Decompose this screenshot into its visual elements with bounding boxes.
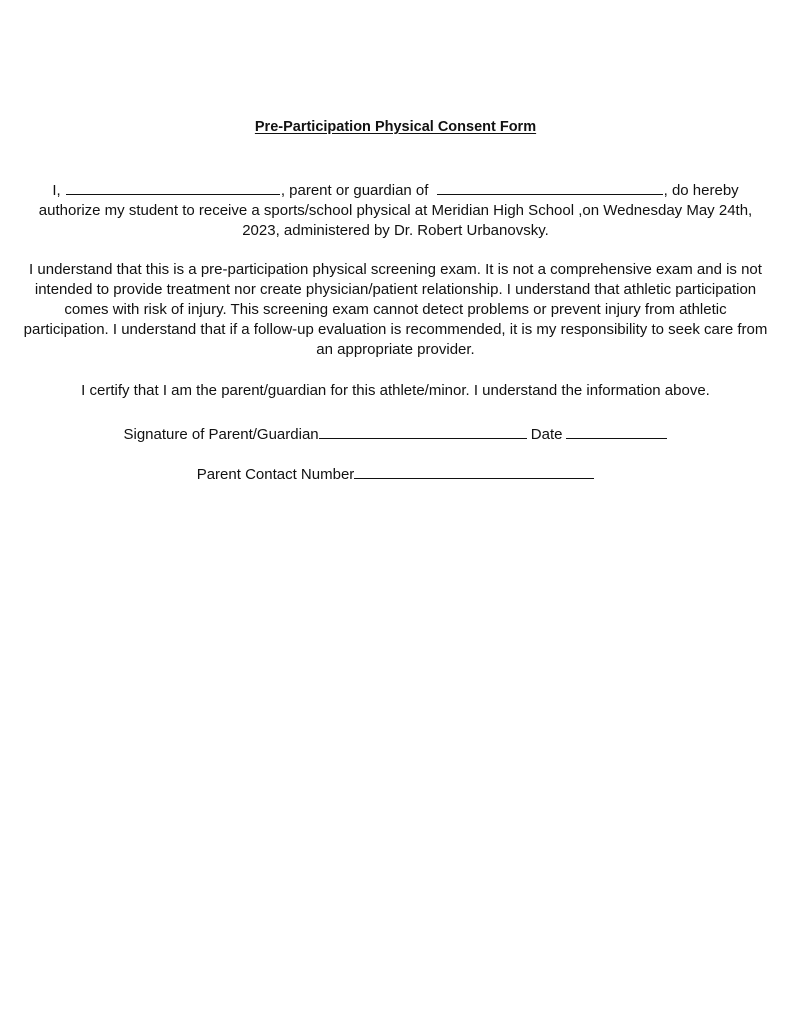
- signature-row: [0, 424, 791, 445]
- authorization-suffix: , do hereby: [663, 182, 739, 199]
- authorization-paragraph: [22, 180, 769, 241]
- authorization-prefix: I,: [52, 182, 61, 199]
- signature-blank[interactable]: [319, 424, 527, 439]
- signature-label: Signature of Parent/Guardian: [123, 426, 319, 443]
- certification-paragraph: I certify that I am the parent/guardian for this athlete/minor. I understand the information above.: [81, 382, 710, 399]
- understanding-paragraph: I understand that this is a pre-participation physical screening exam. It is not a comprehensive exam and is not intended to provide treatment nor create physician/patient relationship. I understand that athletic participation comes with risk of injury. This screening exam cannot detect problems or prevent injury from athletic participation. I understand that if a follow-up evaluation is recommended, it is my responsibility to seek care from an appropriate provider.: [23, 261, 768, 358]
- date-blank[interactable]: [566, 424, 667, 439]
- authorization-text: authorize my student to receive a sports/school physical at Meridian High School ,on Wednesday May 24th, 2023, administered by Dr. Robert Urbanovsky.: [38, 202, 753, 239]
- authorization-middle: , parent or guardian of: [280, 182, 429, 199]
- student-name-blank[interactable]: [437, 180, 663, 195]
- contact-label: Parent Contact Number: [196, 466, 355, 483]
- form-title: Pre-Participation Physical Consent Form: [254, 119, 537, 135]
- contact-number-blank[interactable]: [354, 464, 594, 479]
- parent-name-blank[interactable]: [66, 180, 280, 195]
- contact-row: [0, 464, 791, 485]
- date-label: Date: [530, 426, 563, 443]
